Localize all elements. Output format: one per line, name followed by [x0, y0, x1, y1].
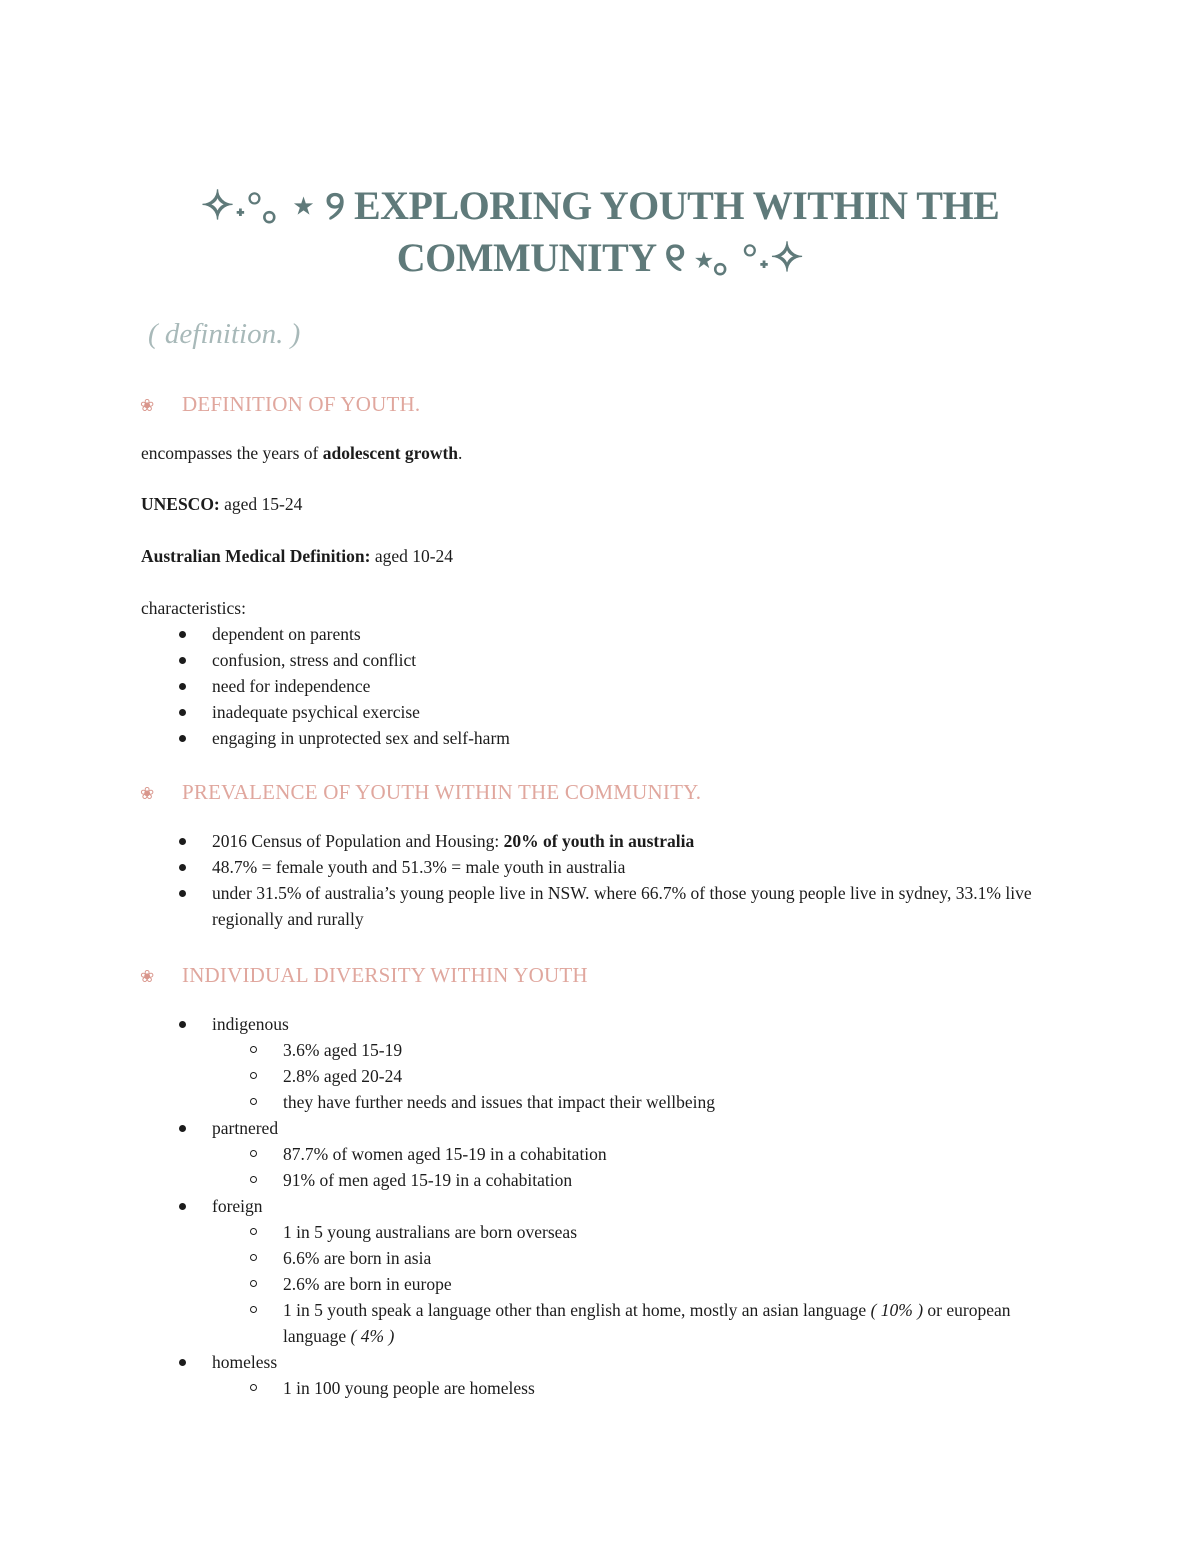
diversity-list — [141, 1011, 1061, 1401]
item-bold: 20% of youth in australia — [503, 831, 695, 851]
heading-prevalence — [140, 780, 701, 805]
sub-list-item: 2.8% aged 20-24 — [141, 1063, 1061, 1089]
flower-icon: ❀ — [140, 396, 155, 415]
heading-definition — [140, 392, 420, 417]
characteristics-list — [141, 621, 1061, 751]
heading-diversity — [140, 963, 588, 988]
list-item: 48.7% = female youth and 51.3% = male youth in australia — [141, 854, 1061, 880]
flower-icon: ❀ — [140, 784, 155, 803]
heading-text: INDIVIDUAL DIVERSITY WITHIN YOUTH — [182, 963, 588, 987]
list-item-homeless: homeless — [141, 1349, 1061, 1375]
sub-list-item: they have further needs and issues that impact their wellbeing — [141, 1089, 1061, 1115]
unesco-line — [141, 491, 302, 517]
sub-list-item: 2.6% are born in europe — [141, 1271, 1061, 1297]
item-italic: ( 4% ) — [350, 1326, 395, 1346]
item-text: 1 in 5 youth speak a language other than english at home, mostly an asian language — [283, 1300, 871, 1320]
aus-value: aged 10-24 — [370, 546, 454, 566]
sub-list-item: 91% of men aged 15-19 in a cohabitation — [141, 1167, 1061, 1193]
intro-bold: adolescent growth — [322, 443, 459, 463]
heading-text: PREVALENCE OF YOUTH WITHIN THE COMMUNITY. — [182, 780, 702, 804]
definition-intro — [141, 440, 462, 466]
list-item: under 31.5% of australia’s young people live in NSW. where 66.7% of those young people live in sydney, 33.1% live regionally and rurally — [141, 880, 1061, 932]
list-item: dependent on parents — [141, 621, 1061, 647]
page-title — [100, 180, 1100, 284]
sub-list-item: 1 in 100 young people are homeless — [141, 1375, 1061, 1401]
item-text: or european language — [283, 1300, 1011, 1346]
sub-list-item — [141, 1297, 1061, 1349]
sub-list-item: 87.7% of women aged 15-19 in a cohabitation — [141, 1141, 1061, 1167]
list-item-partnered: partnered — [141, 1115, 1061, 1141]
title-line-1: ✧˖°｡ ⋆ ୨ EXPLORING YOUTH WITHIN THE — [200, 183, 1000, 228]
list-item — [141, 828, 1061, 854]
intro-text: encompasses the years of — [141, 443, 323, 463]
list-item: inadequate psychical exercise — [141, 699, 1061, 725]
sub-list-item: 1 in 5 young australians are born overseas — [141, 1219, 1061, 1245]
subtitle: ( definition. ) — [148, 318, 301, 350]
sub-list-item: 3.6% aged 15-19 — [141, 1037, 1061, 1063]
sub-list-item: 6.6% are born in asia — [141, 1245, 1061, 1271]
list-item-indigenous: indigenous — [141, 1011, 1061, 1037]
item-italic: ( 10% ) — [870, 1300, 924, 1320]
list-item-foreign: foreign — [141, 1193, 1061, 1219]
intro-end: . — [458, 443, 463, 463]
title-line-2: COMMUNITY ୧ ⋆｡ °˖✧ — [396, 235, 804, 280]
flower-icon: ❀ — [140, 967, 155, 986]
list-item: confusion, stress and conflict — [141, 647, 1061, 673]
list-item: engaging in unprotected sex and self-harm — [141, 725, 1061, 751]
unesco-label: UNESCO: — [141, 494, 220, 514]
heading-text: DEFINITION OF YOUTH. — [182, 392, 421, 416]
unesco-value: aged 15-24 — [219, 494, 303, 514]
characteristics-label: characteristics: — [141, 598, 246, 618]
aus-label: Australian Medical Definition: — [141, 546, 371, 566]
list-item: need for independence — [141, 673, 1061, 699]
prevalence-list — [141, 828, 1061, 932]
item-text: 2016 Census of Population and Housing: — [212, 831, 504, 851]
aus-medical-line — [141, 543, 453, 569]
